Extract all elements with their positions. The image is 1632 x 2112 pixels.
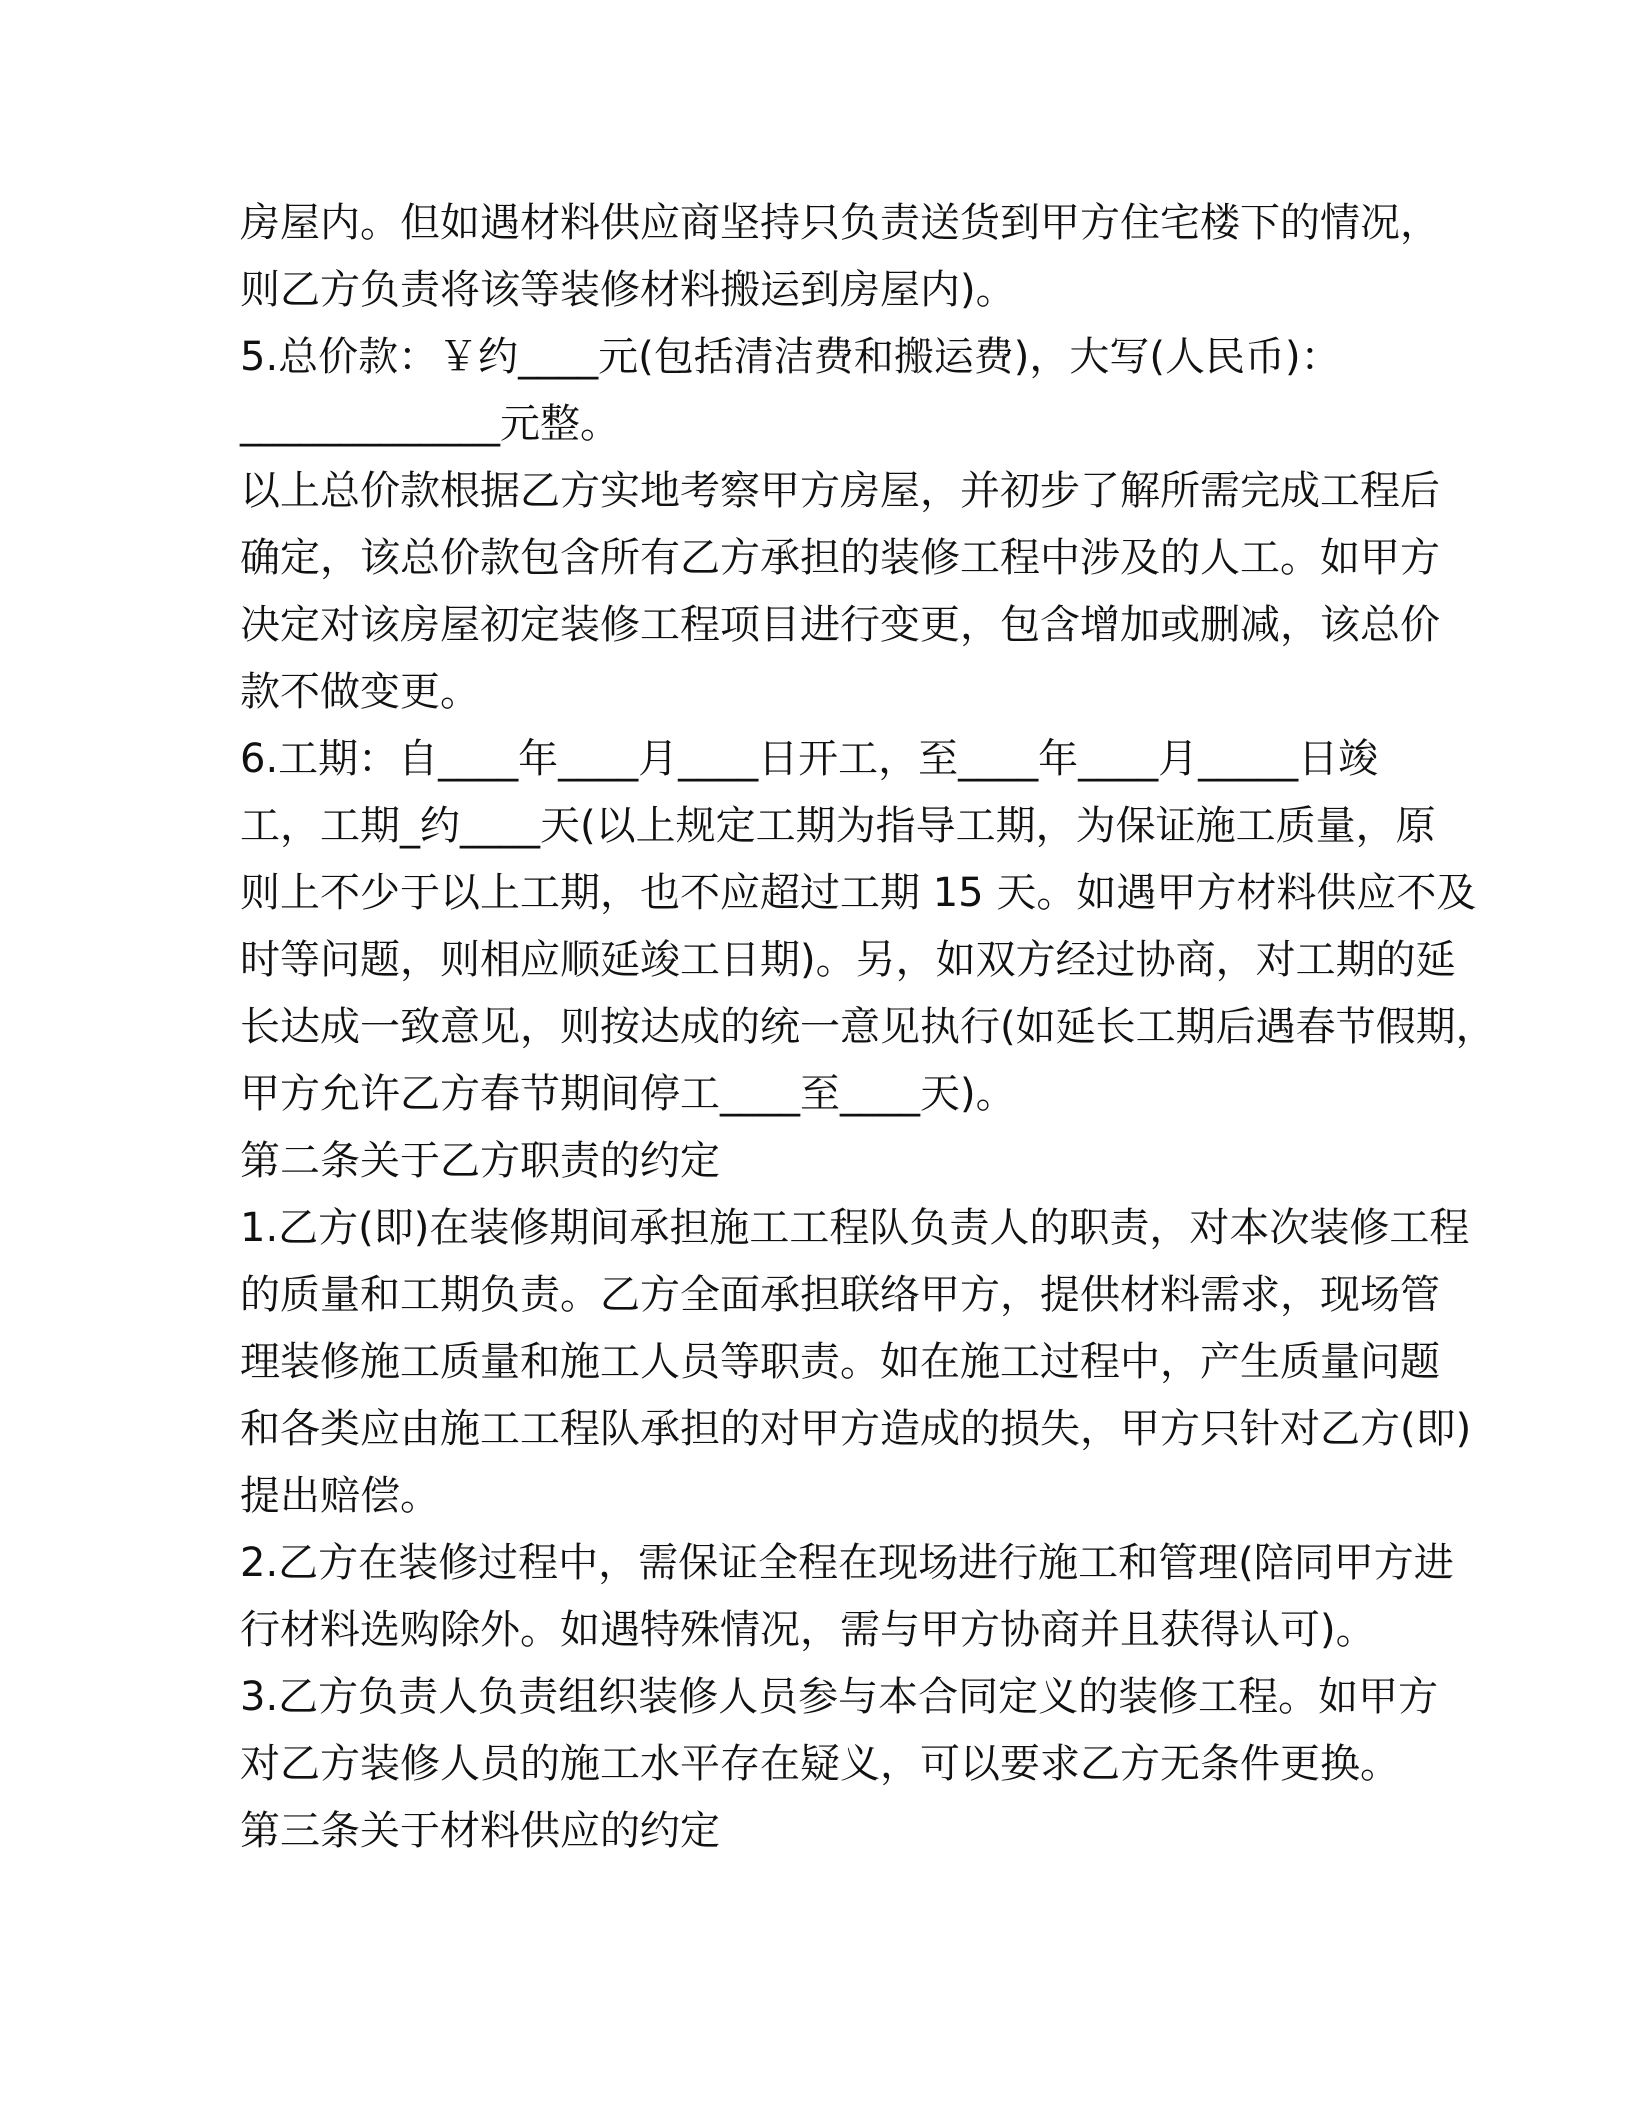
text-line: _____________元整。 — [240, 401, 620, 447]
text-line: 以上总价款根据乙方实地考察甲方房屋，并初步了解所需完成工程后 — [240, 468, 1440, 514]
text-line: 和各类应由施工工程队承担的对甲方造成的损失，甲方只针对乙方(即) — [240, 1406, 1472, 1452]
text-line: 行材料选购除外。如遇特殊情况，需与甲方协商并且获得认可)。 — [240, 1607, 1376, 1653]
text-line: 甲方允许乙方春节期间停工____至____天)。 — [240, 1071, 1016, 1117]
text-line: 5.总价款：￥约____元(包括清洁费和搬运费)，大写(人民币)： — [240, 334, 1341, 380]
text-line: 3.乙方负责人负责组织装修人员参与本合同定义的装修工程。如甲方 — [240, 1674, 1439, 1720]
document-body — [240, 190, 1496, 1865]
text-line: 则上不少于以上工期，也不应超过工期 15 天。如遇甲方材料供应不及 — [240, 870, 1477, 916]
text-line: 提出赔偿。 — [240, 1473, 440, 1519]
text-line: 2.乙方在装修过程中，需保证全程在现场进行施工和管理(陪同甲方进 — [240, 1540, 1454, 1586]
text-line: 的质量和工期负责。乙方全面承担联络甲方，提供材料需求，现场管 — [240, 1272, 1440, 1318]
text-line: 工，工期_约____天(以上规定工期为指导工期，为保证施工质量，原 — [240, 803, 1436, 849]
text-line: 6.工期：自____年____月____日开工，至____年____月_____日竣 — [240, 736, 1379, 782]
text-line: 则乙方负责将该等装修材料搬运到房屋内)。 — [240, 267, 1016, 313]
text-line: 长达成一致意见，则按达成的统一意见执行(如延长工期后遇春节假期， — [240, 1004, 1496, 1050]
text-line: 理装修施工质量和施工人员等职责。如在施工过程中，产生质量问题 — [240, 1339, 1440, 1385]
text-line: 房屋内。但如遇材料供应商坚持只负责送货到甲方住宅楼下的情况， — [240, 200, 1440, 246]
text-line: 确定，该总价款包含所有乙方承担的装修工程中涉及的人工。如甲方 — [240, 535, 1440, 581]
text-line: 1.乙方(即)在装修期间承担施工工程队负责人的职责，对本次装修工程 — [240, 1205, 1470, 1251]
text-line: 决定对该房屋初定装修工程项目进行变更，包含增加或删减，该总价 — [240, 602, 1440, 648]
text-line: 款不做变更。 — [240, 669, 480, 715]
section-heading: 第二条关于乙方职责的约定 — [240, 1138, 720, 1184]
text-line: 时等问题，则相应顺延竣工日期)。另，如双方经过协商，对工期的延 — [240, 937, 1456, 983]
text-line: 对乙方装修人员的施工水平存在疑义，可以要求乙方无条件更换。 — [240, 1741, 1400, 1787]
section-heading: 第三条关于材料供应的约定 — [240, 1808, 720, 1854]
